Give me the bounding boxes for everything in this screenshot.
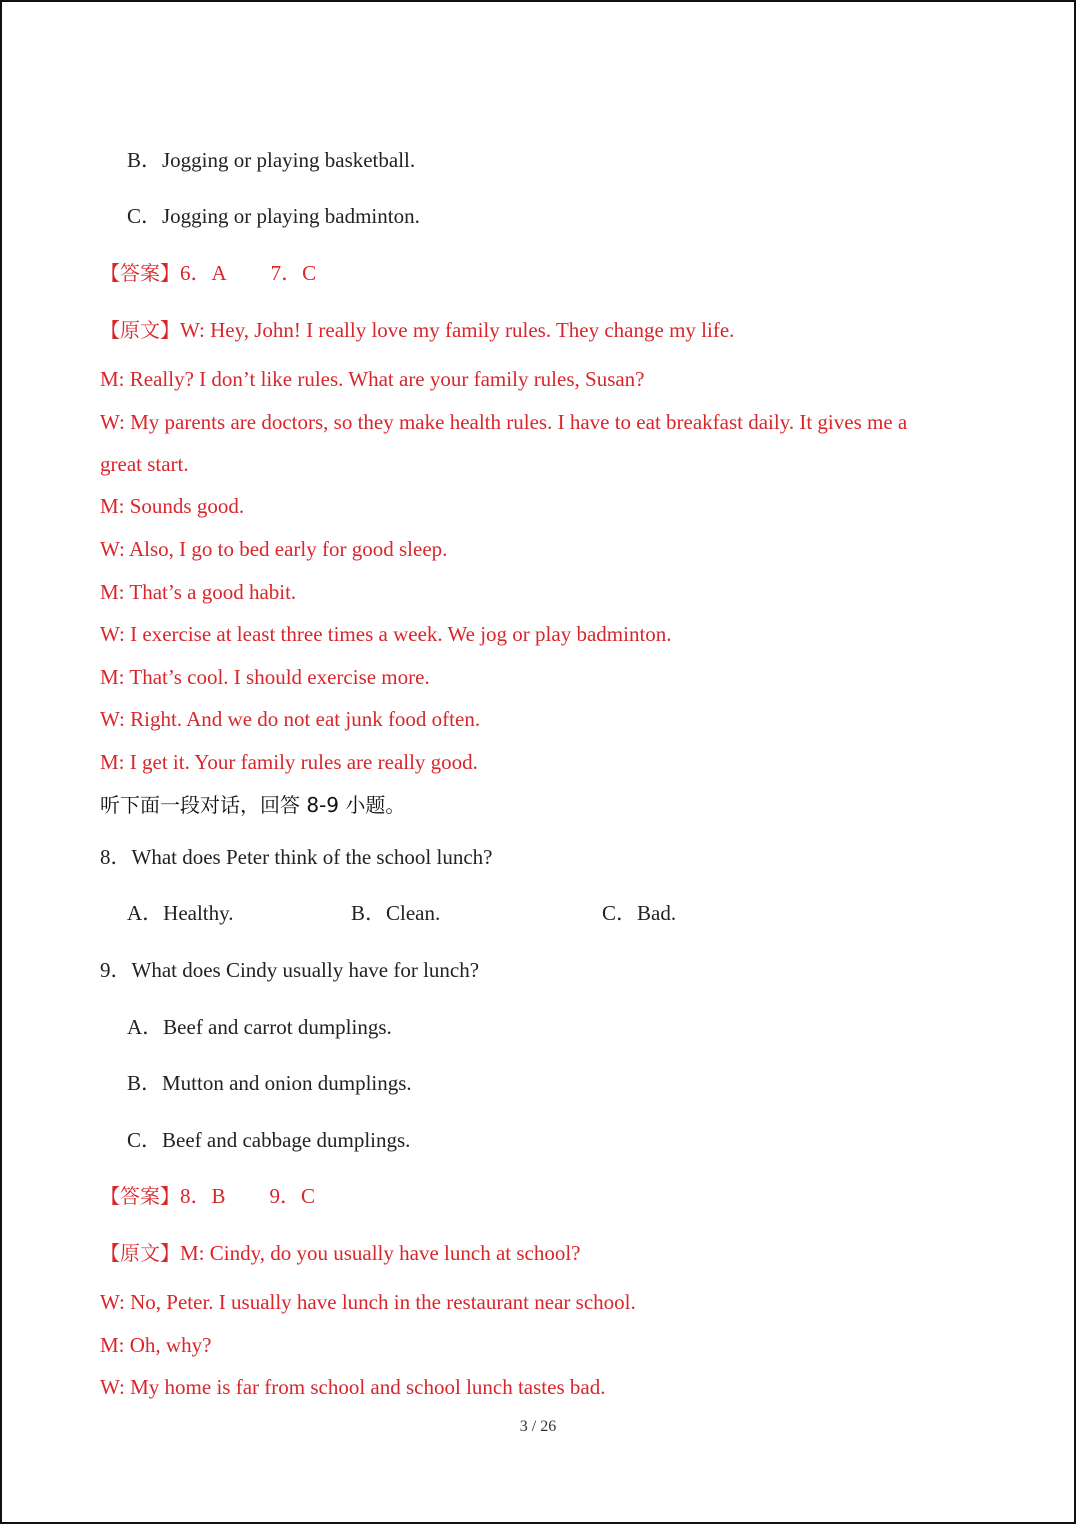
answer-tag: 【答案】 xyxy=(100,1184,180,1208)
transcript-line: M: Cindy, do you usually have lunch at school? xyxy=(180,1241,581,1265)
transcript-line: W: Hey, John! I really love my family rules. They change my life. xyxy=(180,318,735,342)
q8-option-b: B．Clean. xyxy=(351,901,441,925)
section-intro: 听下面一段对话，回答 8-9 小题。 xyxy=(100,793,406,817)
q9-option-a: A．Beef and carrot dumplings. xyxy=(127,1015,392,1039)
transcript-line: W: No, Peter. I usually have lunch in the restaurant near school. xyxy=(100,1290,636,1314)
transcript-tag: 【原文】 xyxy=(100,318,180,342)
answer-tag: 【答案】 xyxy=(100,261,180,285)
q8-stem: 8．What does Peter think of the school lunch? xyxy=(100,845,493,869)
q9-option-c: C．Beef and cabbage dumplings. xyxy=(127,1128,411,1152)
transcript-line: M: Really? I don’t like rules. What are your family rules, Susan? xyxy=(100,367,645,391)
transcript-line: M: Sounds good. xyxy=(100,494,245,518)
transcript-2-first-line xyxy=(100,1239,581,1267)
answer-8: 8．B xyxy=(180,1184,226,1208)
transcript-line: W: Right. And we do not eat junk food often. xyxy=(100,707,481,731)
q8-option-c: C．Bad. xyxy=(602,901,677,925)
transcript-line: M: Oh, why? xyxy=(100,1333,212,1357)
transcript-line: W: My parents are doctors, so they make health rules. I have to eat breakfast daily. It gives me a xyxy=(100,410,908,434)
q8-option-a: A．Healthy. xyxy=(127,901,234,925)
transcript-1-first-line xyxy=(100,316,734,344)
q7-option-c: C．Jogging or playing badminton. xyxy=(127,204,420,228)
transcript-line: M: That’s cool. I should exercise more. xyxy=(100,665,430,689)
answer-9: 9．C xyxy=(269,1184,316,1208)
transcript-line: W: I exercise at least three times a week. We jog or play badminton. xyxy=(100,622,672,646)
answer-6: 6．A xyxy=(180,261,227,285)
transcript-line: M: I get it. Your family rules are really good. xyxy=(100,750,478,774)
transcript-tag: 【原文】 xyxy=(100,1241,180,1265)
answer-7: 7．C xyxy=(270,261,317,285)
answer-line-2 xyxy=(100,1182,315,1210)
q9-option-b: B．Mutton and onion dumplings. xyxy=(127,1071,412,1095)
transcript-line: W: Also, I go to bed early for good sleep. xyxy=(100,537,448,561)
answer-line-1 xyxy=(100,259,316,287)
transcript-line: W: My home is far from school and school lunch tastes bad. xyxy=(100,1375,606,1399)
page-number: 3 / 26 xyxy=(519,1418,557,1435)
transcript-line: M: That’s a good habit. xyxy=(100,580,297,604)
q9-stem: 9．What does Cindy usually have for lunch? xyxy=(100,958,480,982)
transcript-line: great start. xyxy=(100,452,189,476)
q7-option-b: B．Jogging or playing basketball. xyxy=(127,148,416,172)
